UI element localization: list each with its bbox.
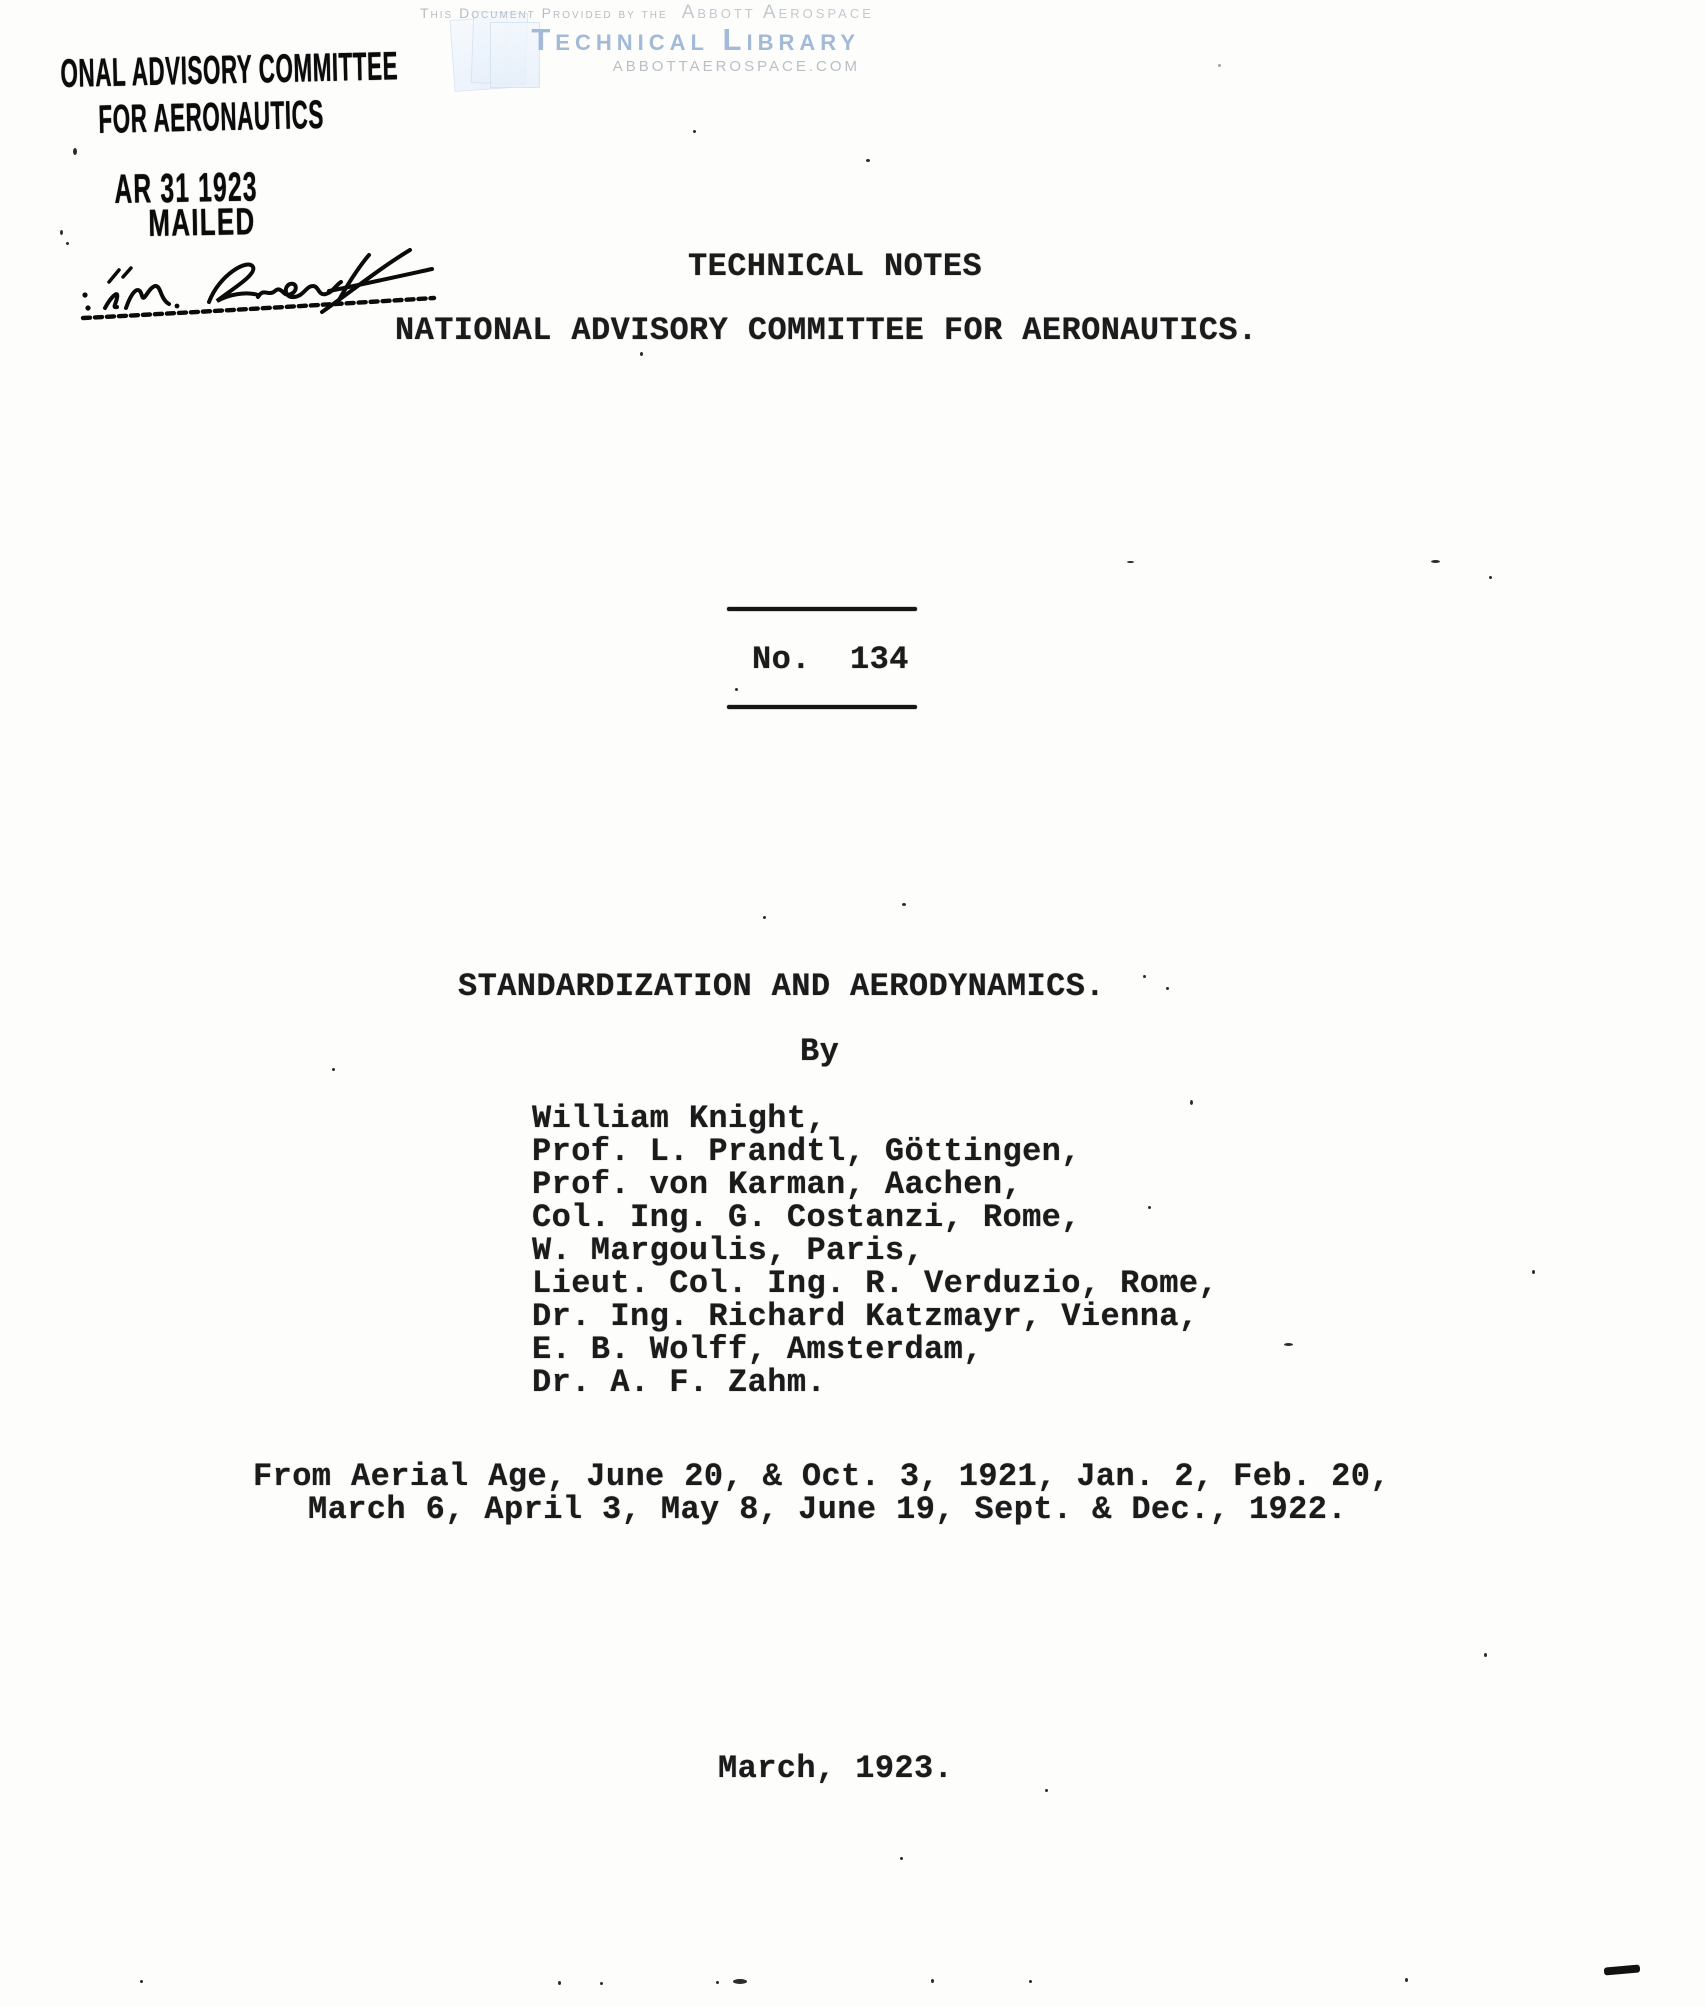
watermark-brand: Abbott Aerospace (681, 2, 874, 23)
watermark-provided-line (420, 2, 874, 24)
report-number: No. 134 (752, 641, 909, 678)
source-citation-line2: March 6, April 3, May 8, June 19, Sept. & Dec., 1922. (308, 1491, 1347, 1528)
scan-speck (1143, 975, 1146, 978)
signature (76, 246, 444, 322)
source-citation-line1: From Aerial Age, June 20, & Oct. 3, 1921, Jan. 2, Feb. 20, (253, 1458, 1390, 1495)
organization-name: NATIONAL ADVISORY COMMITTEE FOR AERONAUTICS. (395, 312, 1258, 349)
author-name: William Knight, (532, 1100, 827, 1137)
byline: By (800, 1033, 840, 1070)
scan-speck (1148, 1206, 1151, 1209)
scan-speck (866, 159, 870, 162)
scan-speck (1489, 576, 1492, 579)
scan-speck (1431, 560, 1440, 563)
author-name: Prof. L. Prandtl, Göttingen, (532, 1133, 1081, 1170)
scan-speck (140, 1980, 143, 1983)
scan-speck (735, 688, 738, 691)
scan-speck (640, 352, 643, 356)
scan-mark (1604, 1964, 1641, 1975)
author-list (532, 1102, 1218, 1399)
document-title: STANDARDIZATION AND AERODYNAMICS. (458, 968, 1105, 1005)
scan-speck (1166, 987, 1169, 990)
watermark-site: ABBOTTAEROSPACE.COM (612, 58, 860, 75)
scan-speck (332, 1068, 335, 1071)
scan-speck (558, 1981, 561, 1985)
watermark (420, 2, 874, 75)
author-name: E. B. Wolff, Amsterdam, (532, 1331, 983, 1368)
author-name: Prof. von Karman, Aachen, (532, 1166, 1023, 1203)
rule-below-number (727, 705, 917, 709)
issue-date: March, 1923. (718, 1750, 954, 1787)
scan-speck (1029, 1980, 1032, 1983)
scan-speck (1127, 561, 1134, 563)
author-name: Dr. Ing. Richard Katzmayr, Vienna, (532, 1298, 1199, 1335)
watermark-library: Technical Library (531, 22, 860, 57)
author-name: Col. Ing. G. Costanzi, Rome, (532, 1199, 1081, 1236)
scan-speck (1405, 1978, 1408, 1982)
scan-speck (1218, 64, 1221, 67)
mail-date-stamp: AR 31 1923 (114, 163, 259, 212)
scan-speck (600, 1982, 603, 1985)
naca-stamp-line2: FOR AERONAUTICS (98, 92, 325, 142)
rule-above-number (727, 607, 917, 611)
author-name: Dr. A. F. Zahm. (532, 1364, 827, 1401)
scan-speck (693, 130, 696, 133)
scan-speck (733, 1979, 747, 1984)
mailed-stamp: MAILED (148, 201, 256, 245)
author-name: W. Margoulis, Paris, (532, 1232, 925, 1269)
naca-stamp-line1: ONAL ADVISORY COMMITTEE (60, 44, 399, 96)
series-title: TECHNICAL NOTES (688, 248, 983, 285)
scan-speck (66, 242, 69, 245)
watermark-provided-text: This Document Provided by the (420, 5, 668, 21)
scan-speck (1284, 1343, 1293, 1346)
scan-speck (716, 1981, 719, 1984)
scan-speck (763, 916, 766, 919)
scan-speck (931, 1979, 934, 1983)
scan-speck (1532, 1270, 1535, 1274)
scan-speck (1190, 1100, 1193, 1105)
scan-speck (60, 230, 63, 235)
scan-speck (900, 1857, 903, 1860)
scan-speck (1484, 1653, 1487, 1657)
scan-speck (73, 148, 77, 155)
scan-speck (1045, 1789, 1048, 1792)
scan-speck (902, 903, 906, 906)
author-name: Lieut. Col. Ing. R. Verduzio, Rome, (532, 1265, 1219, 1302)
